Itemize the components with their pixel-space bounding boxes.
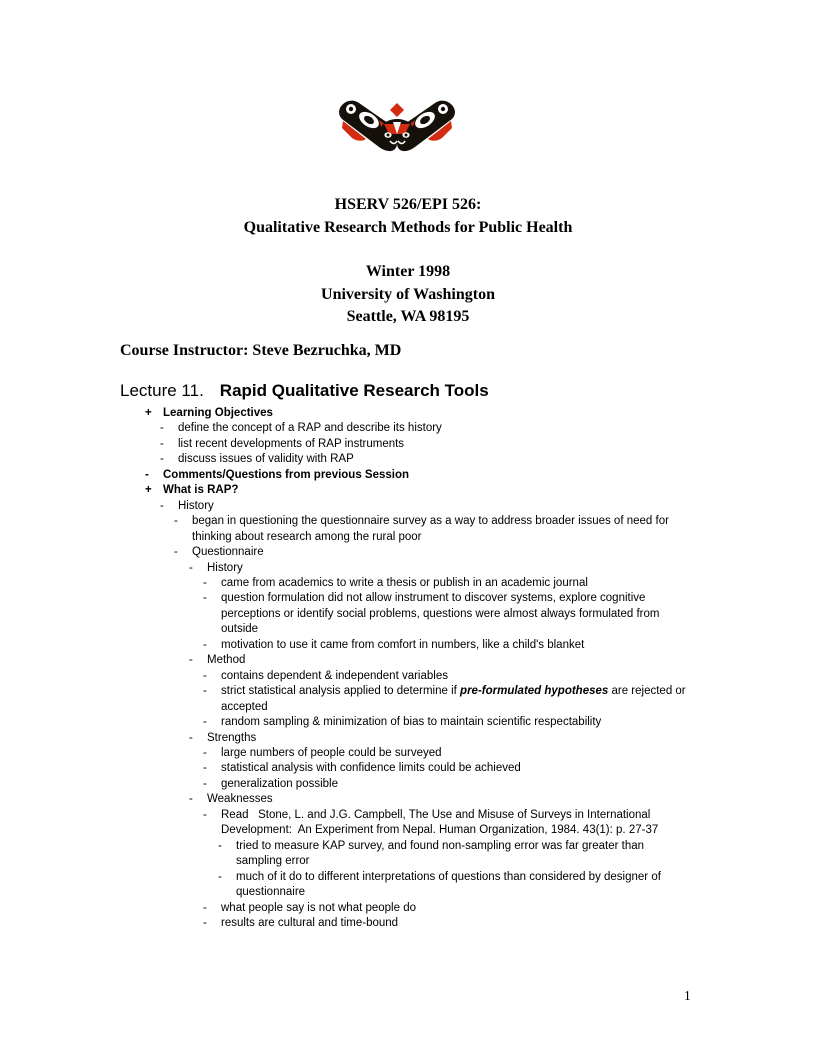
outline-item-text: Learning Objectives: [163, 407, 273, 419]
outline-item: [160, 437, 816, 452]
outline-item-text: define the concept of a RAP and describe its history: [178, 422, 442, 435]
outline-item-text: question formulation did not allow instrument to discover systems, explore cognitive perceptions or identify social problems, questions were almost always formulated from outside: [221, 592, 663, 636]
outline-item: [189, 653, 816, 668]
outline-item: [218, 839, 816, 870]
outline-item-text: Method: [207, 654, 246, 667]
outline-item: [203, 746, 816, 761]
dash-bullet-marker: -: [203, 777, 207, 790]
outline-item-text: discuss issues of validity with RAP: [178, 453, 354, 466]
plus-bullet-marker: +: [145, 484, 152, 497]
outline-item-text: large numbers of people could be surveyed: [221, 746, 442, 759]
dash-bullet-marker: -: [203, 592, 207, 605]
lecture-number: Lecture 11.: [120, 381, 204, 400]
outline-item-text: Weaknesses: [207, 793, 273, 806]
outline-item-text: began in questioning the questionnaire survey as a way to address broader issues of need for thinking about research among the rural poor: [192, 515, 673, 543]
dash-bullet-marker: -: [203, 746, 207, 759]
lecture-heading: [120, 381, 489, 401]
dash-bullet-marker: -: [160, 422, 164, 435]
dash-bullet-marker: -: [160, 437, 164, 450]
outline-item-text: motivation to use it came from comfort in numbers, like a child's blanket: [221, 638, 585, 651]
dash-bullet-marker: -: [174, 515, 178, 528]
dash-bullet-marker: -: [203, 669, 207, 682]
outline-item: [203, 684, 816, 715]
dash-bullet-marker: -: [145, 468, 149, 481]
outline-item-text: generalization possible: [221, 777, 338, 790]
plus-bullet-marker: +: [145, 407, 152, 419]
dash-bullet-marker: -: [160, 453, 164, 466]
dash-bullet-marker: -: [218, 839, 222, 852]
course-title-block: [0, 194, 816, 239]
page-number: 1: [684, 988, 691, 1003]
outline-item: [203, 591, 816, 637]
outline-item: [160, 499, 816, 514]
outline-item: [203, 715, 816, 730]
outline-item-text: much of it do to different interpretations of questions than considered by designer of questionnaire: [236, 870, 665, 899]
dash-bullet-marker: -: [203, 638, 207, 651]
university-line: University of Washington: [321, 285, 495, 303]
outline-item: [203, 777, 816, 792]
city-line: Seattle, WA 98195: [346, 308, 470, 325]
outline-item-text: list recent developments of RAP instruments: [178, 437, 405, 450]
dash-bullet-marker: -: [203, 916, 207, 929]
logo: [334, 90, 460, 160]
northwest-coast-art-logo-icon: [334, 90, 460, 160]
outline-item: [203, 808, 816, 839]
dash-bullet-marker: -: [189, 561, 193, 574]
outline-item: [203, 901, 816, 916]
outline-item: [218, 870, 816, 901]
dash-bullet-marker: -: [189, 654, 193, 667]
dash-bullet-marker: -: [203, 716, 207, 729]
outline-item: [174, 514, 816, 545]
course-title-line1: HSERV 526/EPI 526:: [334, 196, 482, 213]
outline-item: [145, 483, 816, 498]
outline-item-text: random sampling & minimization of bias to maintain scientific respectability: [221, 716, 602, 729]
outline-item-text: Strengths: [207, 731, 257, 744]
outline-item: [160, 421, 816, 436]
outline-item-text: Comments/Questions from previous Session: [163, 468, 410, 481]
outline-item: [203, 761, 816, 776]
outline-item-text: Questionnaire: [192, 546, 264, 559]
outline-item-text: Read Stone, L. and J.G. Campbell, The Use and Misuse of Surveys in International Development: An Experiment from Nepal. Human Organization, 1984. 43(1): p. 27-37: [221, 808, 659, 837]
dash-bullet-marker: -: [189, 793, 193, 806]
outline-item: [203, 669, 816, 684]
dash-bullet-marker: -: [203, 901, 207, 914]
dash-bullet-marker: -: [189, 731, 193, 744]
dash-bullet-marker: -: [203, 808, 207, 821]
outline-item: [189, 561, 816, 576]
outline-item-text: What is RAP?: [163, 484, 239, 497]
dash-bullet-marker: -: [203, 762, 207, 775]
outline-item: [203, 638, 816, 653]
lecture-outline: [0, 406, 816, 931]
outline-item-text: statistical analysis with confidence limits could be achieved: [221, 762, 521, 775]
course-title-line2: Qualitative Research Methods for Public Health: [243, 218, 573, 236]
outline-item-text: came from academics to write a thesis or publish in an academic journal: [221, 576, 588, 589]
outline-item: [160, 452, 816, 467]
course-term-block: [0, 261, 816, 329]
term-line: Winter 1998: [365, 263, 451, 280]
outline-item: [174, 545, 816, 560]
outline-item: [145, 468, 816, 483]
outline-item-text: tried to measure KAP survey, and found non-sampling error was far greater than sampling error: [236, 839, 648, 868]
outline-item: [203, 576, 816, 591]
course-instructor-line: Course Instructor: Steve Bezruchka, MD: [120, 342, 402, 359]
lecture-title: Rapid Qualitative Research Tools: [219, 381, 489, 400]
outline-item-text: History: [178, 499, 214, 512]
outline-item-text: History: [207, 561, 243, 574]
dash-bullet-marker: -: [174, 546, 178, 559]
outline-item-text: contains dependent & independent variables: [221, 669, 448, 682]
outline-item: [145, 406, 816, 421]
outline-item: [189, 731, 816, 746]
outline-item: [189, 792, 816, 807]
outline-item-text: what people say is not what people do: [221, 901, 416, 914]
outline-item-text: results are cultural and time-bound: [221, 916, 399, 929]
outline-item: [203, 916, 816, 931]
dash-bullet-marker: -: [203, 685, 207, 698]
dash-bullet-marker: -: [218, 870, 222, 883]
dash-bullet-marker: -: [160, 499, 164, 512]
outline-item-text: strict statistical analysis applied to determine if pre-formulated hypotheses are rejected or accepted: [221, 685, 689, 713]
dash-bullet-marker: -: [203, 576, 207, 589]
